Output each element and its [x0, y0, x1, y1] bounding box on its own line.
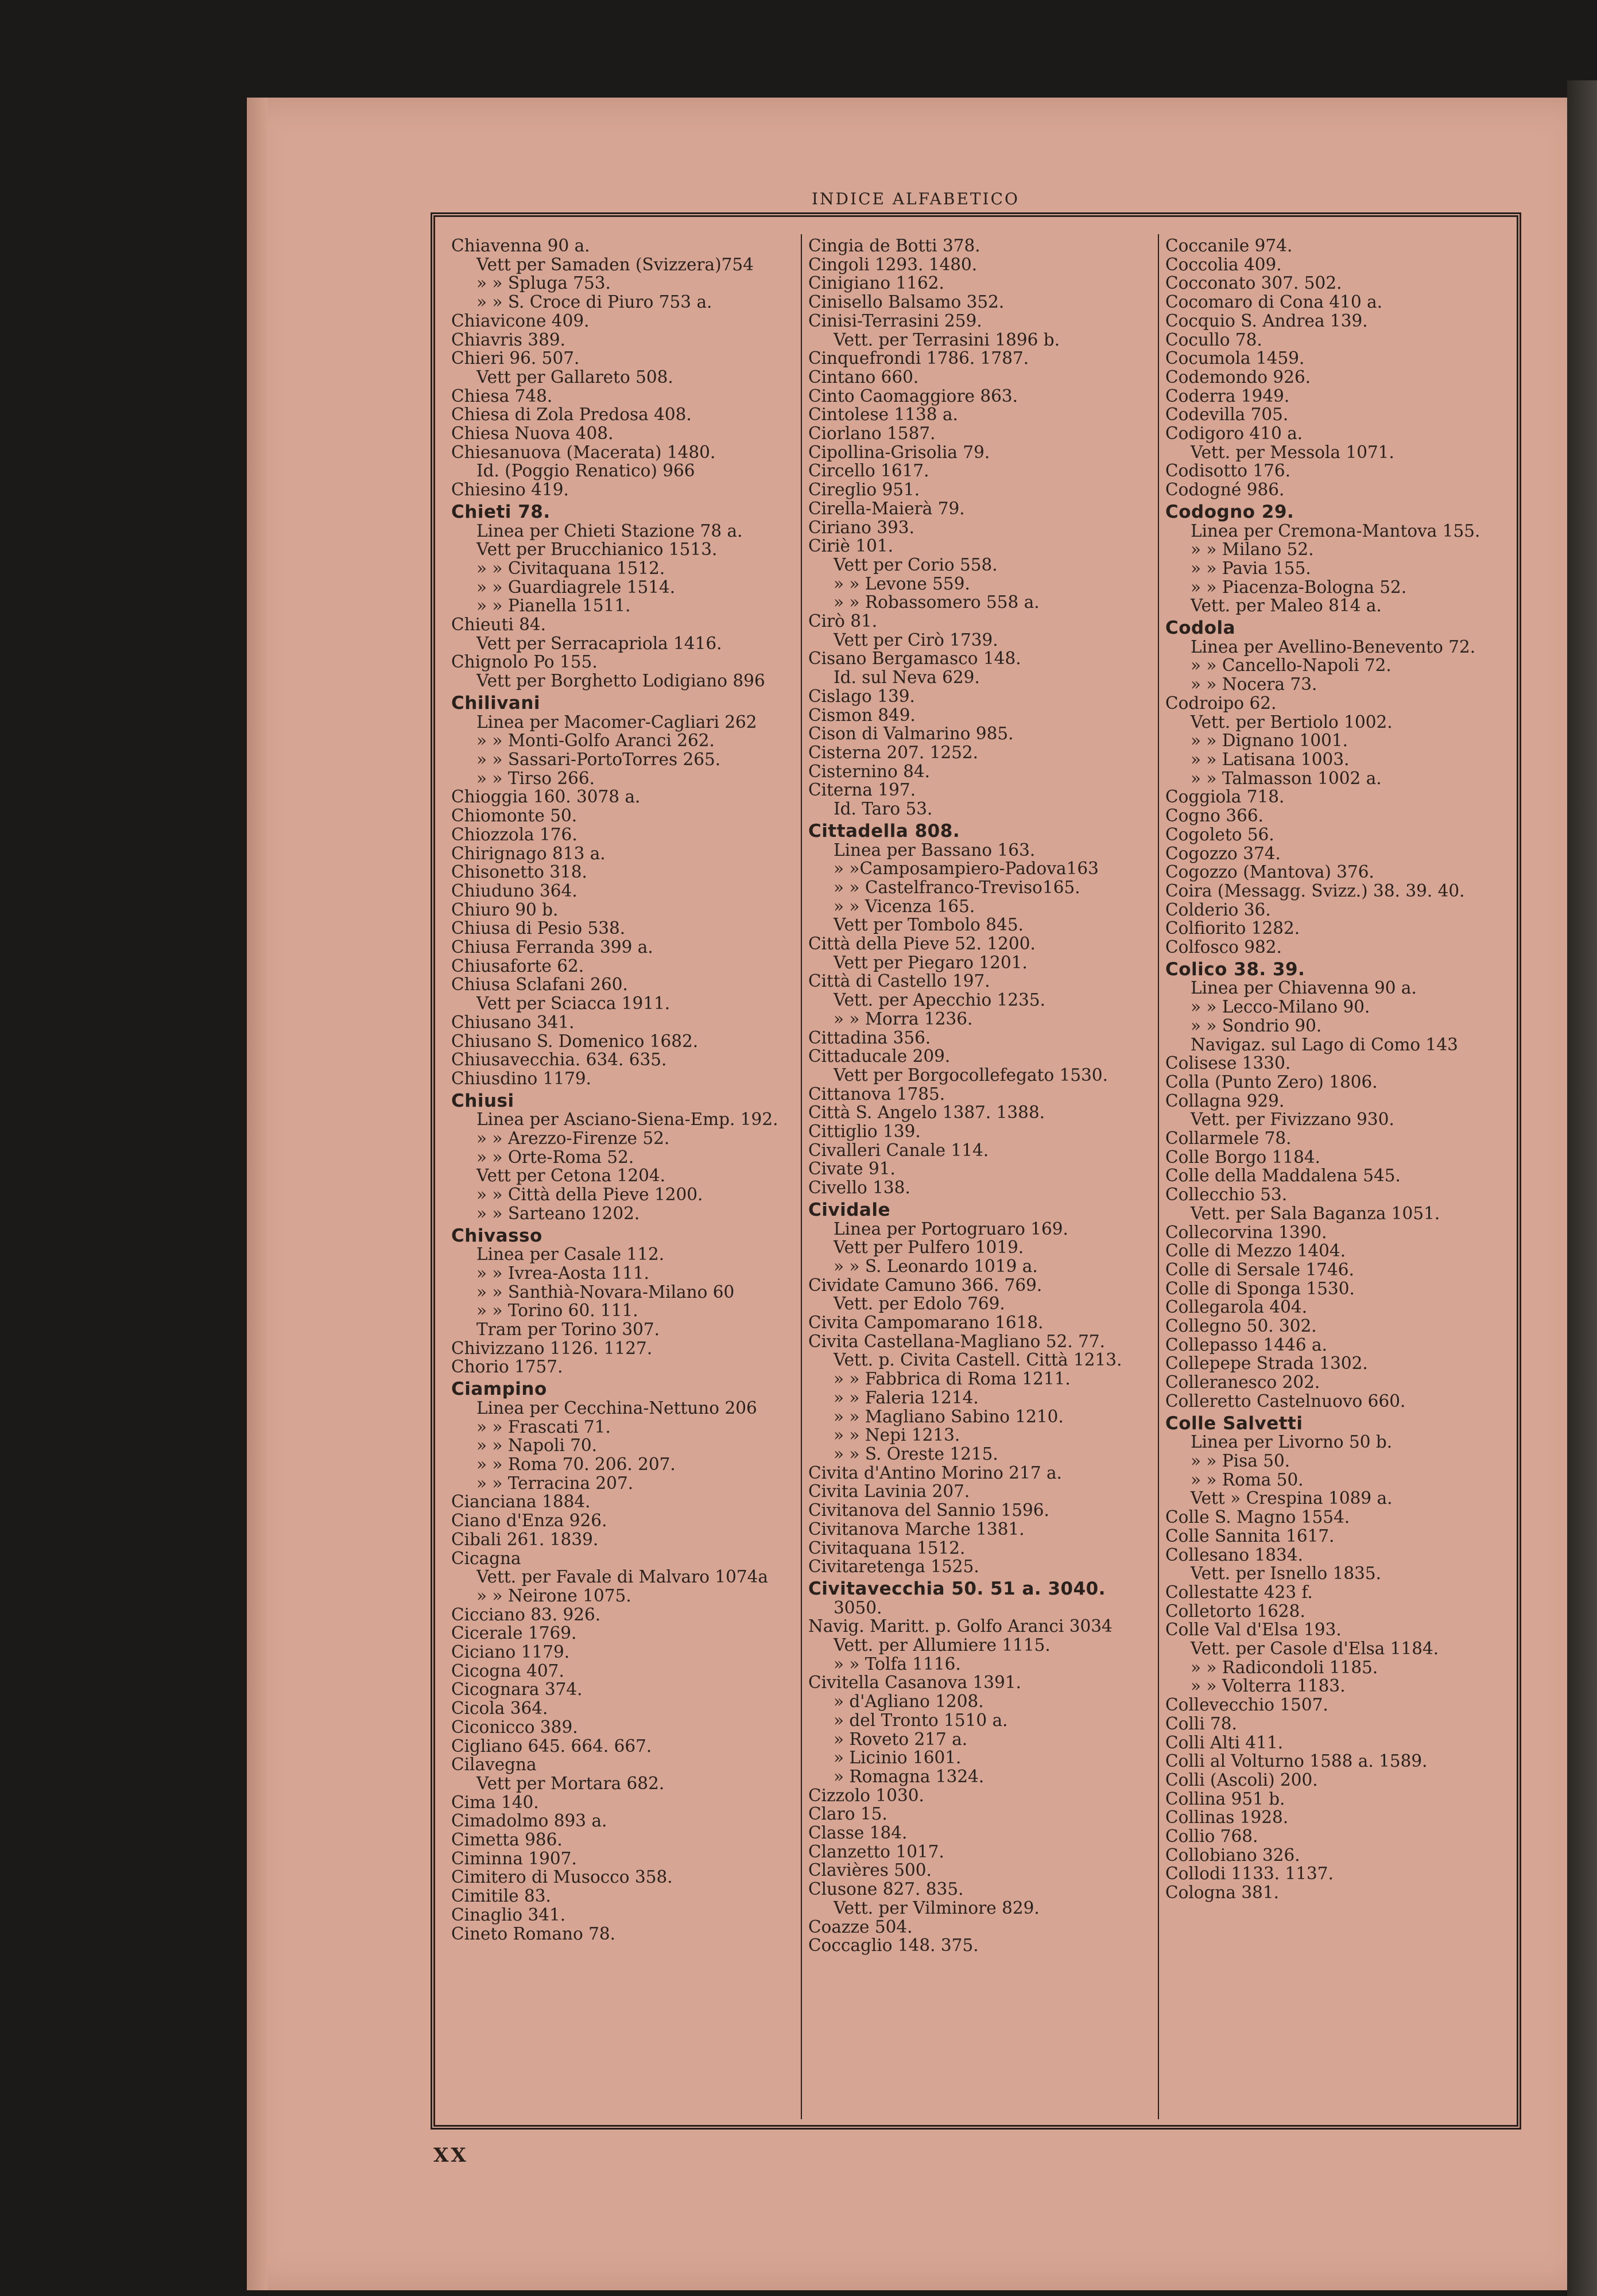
index-entry: Codisotto 176.	[1165, 461, 1291, 481]
index-entry: Ciciano 1179.	[451, 1642, 570, 1662]
index-entry: Chiusavecchia. 634. 635.	[451, 1050, 667, 1070]
index-entry: Civitaretenga 1525.	[808, 1557, 979, 1577]
index-heading: Chieti 78.	[451, 501, 551, 522]
index-entry: Vett per Sciacca 1911.	[476, 994, 670, 1014]
index-entry: » » Frascati 71.	[476, 1417, 611, 1437]
index-entry: Vett. per Terrasini 1896 b.	[834, 329, 1060, 350]
index-entry: Vett. per Favale di Malvaro 1074a	[476, 1567, 768, 1587]
index-entry: Ciconicco 389.	[451, 1717, 578, 1737]
book-page	[247, 98, 1584, 2290]
index-heading: Cittadella 808.	[808, 820, 960, 841]
page-edge	[247, 98, 268, 2290]
index-entry: Vett » Crespina 1089 a.	[1191, 1488, 1393, 1508]
index-entry: Colfiorito 1282.	[1165, 918, 1300, 938]
index-entry: » » Terracina 207.	[476, 1473, 634, 1493]
index-entry: Collesano 1834.	[1165, 1545, 1303, 1565]
index-entry: Cipollina-Grisolia 79.	[808, 442, 990, 462]
running-title: INDICE ALFABETICO	[812, 189, 1020, 208]
index-entry: Codevilla 705.	[1165, 405, 1289, 425]
index-entry: Vett. per Apecchio 1235.	[834, 990, 1046, 1010]
index-entry: » Licinio 1601.	[834, 1748, 962, 1768]
index-entry: Collecchio 53.	[1165, 1185, 1288, 1205]
index-entry: Id. Taro 53.	[834, 799, 933, 819]
index-entry: Ciorlano 1587.	[808, 424, 936, 444]
index-entry: Cinquefrondi 1786. 1787.	[808, 348, 1029, 369]
index-entry: Cocconato 307. 502.	[1165, 273, 1342, 293]
index-entry: Chiavicone 409.	[451, 311, 590, 331]
index-entry: Cineto Romano 78.	[451, 1923, 616, 1944]
index-entry: Clusone 827. 835.	[808, 1879, 964, 1899]
index-entry: Colle di Mezzo 1404.	[1165, 1241, 1346, 1261]
index-entry: Collegno 50. 302.	[1165, 1316, 1317, 1336]
index-entry: Vett per Borghetto Lodigiano 896	[476, 671, 765, 691]
index-entry: Cianciana 1884.	[451, 1492, 591, 1512]
index-heading: Civitavecchia 50. 51 a. 3040.	[808, 1578, 1106, 1599]
index-entry: Chisonetto 318.	[451, 862, 587, 882]
index-frame	[431, 212, 1521, 2130]
index-entry: Cireglio 951.	[808, 480, 920, 500]
index-entry: Vett. per Vilminore 829.	[834, 1898, 1040, 1918]
index-entry: » » Santhià-Novara-Milano 60	[476, 1282, 735, 1302]
index-entry: Colle S. Magno 1554.	[1165, 1507, 1350, 1527]
index-entry: Chiusaforte 62.	[451, 956, 584, 976]
index-entry: » » Torino 60. 111.	[476, 1301, 638, 1321]
index-entry: » » Volterra 1183.	[1191, 1676, 1346, 1696]
index-entry: Cogozzo 374.	[1165, 843, 1281, 863]
index-entry: Colle Val d'Elsa 193.	[1165, 1620, 1342, 1640]
index-entry: Cicciano 83. 926.	[451, 1604, 601, 1624]
index-entry: Cologna 381.	[1165, 1883, 1280, 1903]
index-entry: » » S. Croce di Piuro 753 a.	[476, 292, 712, 312]
index-entry: Cibali 261. 1839.	[451, 1529, 599, 1549]
index-entry: Colle Borgo 1184.	[1165, 1147, 1321, 1167]
index-entry: Cicerale 1769.	[451, 1623, 577, 1643]
index-entry: Codroipo 62.	[1165, 693, 1277, 713]
index-entry: Colle di Sersale 1746.	[1165, 1259, 1354, 1279]
index-entry: Civita Lavinia 207.	[808, 1481, 970, 1502]
index-entry: » » Civitaquana 1512.	[476, 558, 665, 578]
index-entry: Vett. per Bertiolo 1002.	[1191, 712, 1393, 732]
index-entry: » » Città della Pieve 1200.	[476, 1185, 703, 1205]
index-entry: » » Spluga 753.	[476, 273, 611, 293]
index-entry: Cirò 81.	[808, 611, 878, 631]
index-entry: Colletorto 1628.	[1165, 1601, 1305, 1621]
index-entry: Chiesa di Zola Predosa 408.	[451, 405, 692, 425]
index-entry: Vett per Corio 558.	[834, 554, 998, 575]
index-entry: » » Lecco-Milano 90.	[1191, 997, 1370, 1017]
index-entry: Clavières 500.	[808, 1860, 932, 1880]
index-entry: Civitaquana 1512.	[808, 1538, 966, 1558]
index-entry: Civate 91.	[808, 1159, 896, 1179]
index-entry: » » Monti-Golfo Aranci 262.	[476, 731, 715, 751]
index-entry: Colleretto Castelnuovo 660.	[1165, 1391, 1406, 1411]
index-entry: Linea per Bassano 163.	[834, 840, 1036, 860]
index-entry: Vett per Borgocollefegato 1530.	[834, 1065, 1108, 1085]
index-entry: Cizzolo 1030.	[808, 1785, 924, 1805]
index-entry: Collegarola 404.	[1165, 1297, 1308, 1317]
index-entry: Chiesanuova (Macerata) 1480.	[451, 442, 716, 462]
index-entry: Cisternino 84.	[808, 761, 931, 781]
index-heading: Ciampino	[451, 1379, 547, 1400]
index-entry: Collarmele 78.	[1165, 1128, 1292, 1149]
index-entry: Cogno 366.	[1165, 806, 1264, 826]
index-entry: Cislago 139.	[808, 686, 915, 706]
index-entry: Civello 138.	[808, 1178, 910, 1198]
index-entry: » » Robassomero 558 a.	[834, 592, 1040, 612]
index-entry: Colfosco 982.	[1165, 937, 1282, 957]
index-entry: Cinigiano 1162.	[808, 273, 944, 293]
index-entry: Vett per Gallareto 508.	[476, 367, 673, 387]
index-entry: » » Sondrio 90.	[1191, 1015, 1322, 1035]
index-entry: Navigaz. sul Lago di Como 143	[1191, 1034, 1458, 1054]
index-entry: Claro 15.	[808, 1804, 887, 1824]
index-entry: Cilavegna	[451, 1755, 537, 1775]
index-heading: Codogno 29.	[1165, 501, 1294, 522]
index-heading: Codola	[1165, 618, 1236, 639]
index-entry: Linea per Livorno 50 b.	[1191, 1432, 1393, 1452]
index-entry: Chiusano 341.	[451, 1012, 575, 1032]
index-entry: Cocquio S. Andrea 139.	[1165, 311, 1368, 331]
index-entry: Coccolia 409.	[1165, 254, 1282, 274]
index-entry: Colderio 36.	[1165, 899, 1271, 920]
index-entry: Civita Campomarano 1618.	[808, 1313, 1044, 1333]
index-entry: Vett per Samaden (Svizzera)754	[476, 254, 754, 274]
index-entry: Colli al Volturno 1588 a. 1589.	[1165, 1751, 1428, 1771]
index-entry: Cicola 364.	[451, 1698, 548, 1719]
index-entry: » » Nepi 1213.	[834, 1425, 960, 1445]
index-entry: Cocomaro di Cona 410 a.	[1165, 292, 1383, 312]
index-entry: Cittadina 356.	[808, 1027, 931, 1048]
index-entry: Cittaducale 209.	[808, 1046, 951, 1066]
index-entry: » »Camposampiero-Padova163	[834, 859, 1099, 879]
index-entry: Cingia de Botti 378.	[808, 236, 980, 255]
column-divider	[1158, 234, 1159, 2119]
index-entry: Cogoleto 56.	[1165, 824, 1274, 844]
index-entry: » » Pavia 155.	[1191, 558, 1311, 578]
index-entry: Linea per Macomer-Cagliari 262	[476, 712, 757, 732]
index-entry: » Romagna 1324.	[834, 1766, 984, 1786]
index-entry: Città S. Angelo 1387. 1388.	[808, 1103, 1045, 1123]
index-entry: Linea per Cecchina-Nettuno 206	[476, 1398, 757, 1418]
index-entry: » Roveto 217 a.	[834, 1729, 968, 1749]
index-entry: Vett per Mortara 682.	[476, 1773, 665, 1793]
index-entry: Coccaglio 148. 375.	[808, 1936, 979, 1956]
index-entry: Ciriè 101.	[808, 536, 894, 556]
index-entry: Vett. per Messola 1071.	[1191, 442, 1394, 462]
index-entry: » » Pisa 50.	[1191, 1451, 1290, 1471]
index-entry: Chiozzola 176.	[451, 824, 577, 844]
index-entry: Coggiola 718.	[1165, 787, 1285, 807]
index-heading: Colle Salvetti	[1165, 1413, 1303, 1434]
index-entry: » » Faleria 1214.	[834, 1387, 979, 1407]
index-entry: Città della Pieve 52. 1200.	[808, 934, 1036, 954]
index-entry: Chiusdino 1179.	[451, 1068, 592, 1088]
index-entry: Colleranesco 202.	[1165, 1372, 1320, 1393]
index-entry: Colle della Maddalena 545.	[1165, 1166, 1401, 1186]
index-entry: Colla (Punto Zero) 1806.	[1165, 1072, 1378, 1092]
index-entry: Vett. per Sala Baganza 1051.	[1191, 1203, 1440, 1223]
index-entry: Cison di Valmarino 985.	[808, 724, 1014, 744]
index-entry: 3050.	[834, 1597, 882, 1618]
index-entry: » » Talmasson 1002 a.	[1191, 768, 1382, 788]
index-entry: » » S. Leonardo 1019 a.	[834, 1256, 1038, 1276]
index-entry: » » S. Oreste 1215.	[834, 1444, 998, 1464]
index-entry: Vett. per Casole d'Elsa 1184.	[1191, 1639, 1439, 1659]
index-entry: Collevecchio 1507.	[1165, 1695, 1328, 1715]
index-entry: Vett per Cetona 1204.	[476, 1166, 666, 1186]
index-entry: Collagna 929.	[1165, 1091, 1285, 1111]
index-column-2	[808, 236, 1150, 2113]
index-entry: » » Magliano Sabino 1210.	[834, 1406, 1064, 1426]
index-entry: » » Milano 52.	[1191, 540, 1314, 560]
index-entry: » » Tolfa 1116.	[834, 1654, 961, 1674]
index-entry: Colisese 1330.	[1165, 1053, 1291, 1073]
index-heading: Chilivani	[451, 692, 541, 713]
index-entry: Vett. per Allumiere 1115.	[834, 1635, 1051, 1655]
index-entry: Vett per Cirò 1739.	[834, 630, 998, 650]
index-entry: Coccanile 974.	[1165, 236, 1293, 255]
index-entry: Cimetta 986.	[451, 1830, 563, 1850]
index-entry: Linea per Avellino-Benevento 72.	[1191, 637, 1476, 657]
index-entry: Chiavris 389.	[451, 329, 565, 350]
index-heading: Cividale	[808, 1199, 890, 1220]
index-entry: Chiusa Sclafani 260.	[451, 975, 628, 995]
index-entry: » » Guardiagrele 1514.	[476, 577, 676, 597]
index-entry: Vett per Piegaro 1201.	[834, 952, 1028, 972]
index-entry: Civita Castellana-Magliano 52. 77.	[808, 1331, 1106, 1351]
index-entry: » » Dignano 1001.	[1191, 731, 1348, 751]
index-entry: Cisterna 207. 1252.	[808, 742, 979, 762]
index-entry: Citerna 197.	[808, 780, 916, 800]
index-entry: » » Ivrea-Aosta 111.	[476, 1263, 649, 1283]
index-entry: Codemondo 926.	[1165, 367, 1311, 387]
index-entry: Cividate Camuno 366. 769.	[808, 1275, 1042, 1295]
index-entry: » d'Agliano 1208.	[834, 1692, 984, 1712]
index-entry: Vett. p. Civita Castell. Città 1213.	[834, 1350, 1122, 1370]
index-entry: Chiesa Nuova 408.	[451, 424, 614, 444]
index-entry: Colli Alti 411.	[1165, 1732, 1284, 1752]
index-entry: Collepepe Strada 1302.	[1165, 1353, 1368, 1374]
index-entry: Cicogna 407.	[451, 1661, 564, 1681]
index-entry: Linea per Cremona-Mantova 155.	[1191, 521, 1480, 541]
index-entry: Collepasso 1446 a.	[1165, 1335, 1327, 1355]
index-entry: » » Roma 70. 206. 207.	[476, 1455, 676, 1474]
index-entry: » » Orte-Roma 52.	[476, 1147, 634, 1167]
index-entry: Circello 1617.	[808, 461, 929, 481]
index-entry: Vett. per Edolo 769.	[834, 1294, 1005, 1314]
index-entry: Chirignago 813 a.	[451, 843, 606, 863]
index-entry: Vett per Tombolo 845.	[834, 915, 1024, 935]
index-entry: Chieuti 84.	[451, 615, 546, 635]
index-entry: Cinisello Balsamo 352.	[808, 292, 1005, 312]
index-entry: Cinisi-Terrasini 259.	[808, 311, 982, 331]
index-entry: Codigoro 410 a.	[1165, 424, 1303, 444]
index-entry: Collio 768.	[1165, 1826, 1258, 1847]
index-entry: Cimadolmo 893 a.	[451, 1811, 607, 1831]
index-entry: Chivizzano 1126. 1127.	[451, 1338, 653, 1358]
index-entry: » » Levone 559.	[834, 573, 970, 594]
book-spine	[1567, 80, 1597, 2296]
index-entry: Cimitile 83.	[451, 1886, 551, 1906]
index-entry: Cismon 849.	[808, 705, 916, 725]
index-entry: » » Neirone 1075.	[476, 1585, 631, 1605]
index-entry: Civitanova del Sannio 1596.	[808, 1500, 1049, 1521]
index-column-3	[1165, 236, 1510, 2113]
index-entry: Chiuro 90 b.	[451, 899, 559, 920]
index-entry: Cingoli 1293. 1480.	[808, 254, 978, 274]
index-entry: Civitanova Marche 1381.	[808, 1519, 1025, 1539]
index-entry: Collobiano 326.	[1165, 1845, 1300, 1865]
index-entry: Collestatte 423 f.	[1165, 1582, 1313, 1602]
index-entry: Cocumola 1459.	[1165, 348, 1305, 369]
index-entry: Collina 951 b.	[1165, 1789, 1285, 1809]
index-entry: Linea per Chieti Stazione 78 a.	[476, 521, 743, 541]
index-entry: Colle Sannita 1617.	[1165, 1526, 1335, 1546]
column-divider	[801, 234, 802, 2119]
index-entry: » » Pianella 1511.	[476, 596, 631, 616]
index-entry: » » Latisana 1003.	[1191, 749, 1350, 769]
index-entry: Vett. per Maleo 814 a.	[1191, 596, 1382, 616]
index-entry: Linea per Asciano-Siena-Emp. 192.	[476, 1110, 778, 1130]
index-entry: Chiavenna 90 a.	[451, 236, 590, 255]
index-entry: Linea per Portogruaro 169.	[834, 1219, 1068, 1239]
index-entry: Cisano Bergamasco 148.	[808, 649, 1021, 669]
index-entry: » » Sarteano 1202.	[476, 1203, 640, 1223]
index-entry: Vett per Pulfero 1019.	[834, 1238, 1024, 1258]
index-entry: Collinas 1928.	[1165, 1808, 1289, 1828]
index-column-1	[451, 236, 793, 2113]
index-entry: Cocullo 78.	[1165, 329, 1262, 350]
index-entry: Tram per Torino 307.	[476, 1320, 660, 1340]
index-entry: Coira (Messagg. Svizz.) 38. 39. 40.	[1165, 881, 1465, 901]
index-entry: Collodi 1133. 1137.	[1165, 1864, 1334, 1884]
index-entry: Cima 140.	[451, 1792, 539, 1812]
index-entry: Ciminna 1907.	[451, 1848, 577, 1868]
index-entry: Cimitero di Musocco 358.	[451, 1867, 673, 1887]
index-entry: Cigliano 645. 664. 667.	[451, 1736, 652, 1756]
index-entry: Coderra 1949.	[1165, 386, 1290, 406]
index-entry: Vett. per Fivizzano 930.	[1191, 1110, 1394, 1130]
index-heading: Colico 38. 39.	[1165, 959, 1305, 980]
index-entry: » » Sassari-PortoTorres 265.	[476, 749, 721, 769]
index-entry: Chorio 1757.	[451, 1357, 563, 1377]
index-entry: » » Cancello-Napoli 72.	[1191, 656, 1391, 676]
index-entry: Cittiglio 139.	[808, 1122, 921, 1142]
page-number: XX	[433, 2144, 468, 2167]
index-entry: Chieri 96. 507.	[451, 348, 580, 369]
index-entry: Chiuduno 364.	[451, 881, 577, 901]
index-entry: » » Arezzo-Firenze 52.	[476, 1128, 670, 1149]
index-entry: » » Roma 50.	[1191, 1469, 1304, 1490]
index-entry: Chioggia 160. 3078 a.	[451, 787, 641, 807]
index-entry: » » Radicondoli 1185.	[1191, 1657, 1378, 1677]
index-entry: » » Napoli 70.	[476, 1436, 598, 1456]
index-entry: Cicagna	[451, 1548, 521, 1568]
index-entry: Chiusano S. Domenico 1682.	[451, 1031, 699, 1051]
index-entry: Classe 184.	[808, 1823, 908, 1843]
index-entry: Coazze 504.	[808, 1917, 913, 1937]
index-entry: Cinto Caomaggiore 863.	[808, 386, 1018, 406]
index-entry: Linea per Casale 112.	[476, 1244, 665, 1265]
index-entry: » del Tronto 1510 a.	[834, 1710, 1008, 1730]
index-entry: » » Tirso 266.	[476, 768, 595, 788]
index-entry: Collecorvina 1390.	[1165, 1222, 1327, 1242]
index-entry: Chiusa di Pesio 538.	[451, 918, 626, 938]
index-entry: Civalleri Canale 114.	[808, 1140, 989, 1160]
index-entry: Cinaglio 341.	[451, 1905, 566, 1925]
index-entry: Ciriano 393.	[808, 517, 914, 537]
index-entry: Cintolese 1138 a.	[808, 405, 958, 425]
index-entry: Civitella Casanova 1391.	[808, 1673, 1021, 1693]
index-entry: Civita d'Antino Morino 217 a.	[808, 1463, 1062, 1483]
index-entry: Id. (Poggio Renatico) 966	[476, 461, 695, 481]
index-entry: Linea per Chiavenna 90 a.	[1191, 978, 1417, 998]
index-entry: » » Piacenza-Bologna 52.	[1191, 577, 1407, 597]
index-entry: Vett. per Isnello 1835.	[1191, 1564, 1382, 1584]
index-entry: Clanzetto 1017.	[808, 1841, 944, 1861]
index-entry: Id. sul Neva 629.	[834, 668, 980, 688]
index-entry: Chiesa 748.	[451, 386, 553, 406]
index-entry: Cittanova 1785.	[808, 1084, 945, 1104]
index-entry: Chignolo Po 155.	[451, 652, 598, 672]
index-entry: Cogozzo (Mantova) 376.	[1165, 862, 1374, 882]
index-entry: Colli (Ascoli) 200.	[1165, 1770, 1318, 1790]
index-entry: Colli 78.	[1165, 1713, 1237, 1733]
index-entry: Chiomonte 50.	[451, 806, 577, 826]
index-entry: Cirella-Maierà 79.	[808, 498, 965, 518]
index-heading: Chiusi	[451, 1090, 514, 1111]
index-entry: » » Fabbrica di Roma 1211.	[834, 1369, 1071, 1389]
index-entry: » » Vicenza 165.	[834, 896, 975, 916]
index-entry: Codogné 986.	[1165, 480, 1285, 500]
index-entry: Vett per Brucchianico 1513.	[476, 540, 718, 560]
index-entry: Vett per Serracapriola 1416.	[476, 633, 722, 653]
index-entry: Colle di Sponga 1530.	[1165, 1278, 1355, 1298]
index-entry: Cicognara 374.	[451, 1680, 583, 1700]
index-entry: Navig. Maritt. p. Golfo Aranci 3034	[808, 1616, 1113, 1636]
index-entry: Cintano 660.	[808, 367, 919, 387]
index-entry: » » Nocera 73.	[1191, 674, 1317, 695]
index-entry: Chiusa Ferranda 399 a.	[451, 937, 653, 957]
index-entry: » » Morra 1236.	[834, 1009, 973, 1029]
index-entry: Ciano d'Enza 926.	[451, 1511, 607, 1531]
index-entry: Città di Castello 197.	[808, 971, 990, 991]
index-entry: » » Castelfranco-Treviso165.	[834, 877, 1080, 897]
index-entry: Chiesino 419.	[451, 480, 569, 500]
index-heading: Chivasso	[451, 1225, 542, 1246]
